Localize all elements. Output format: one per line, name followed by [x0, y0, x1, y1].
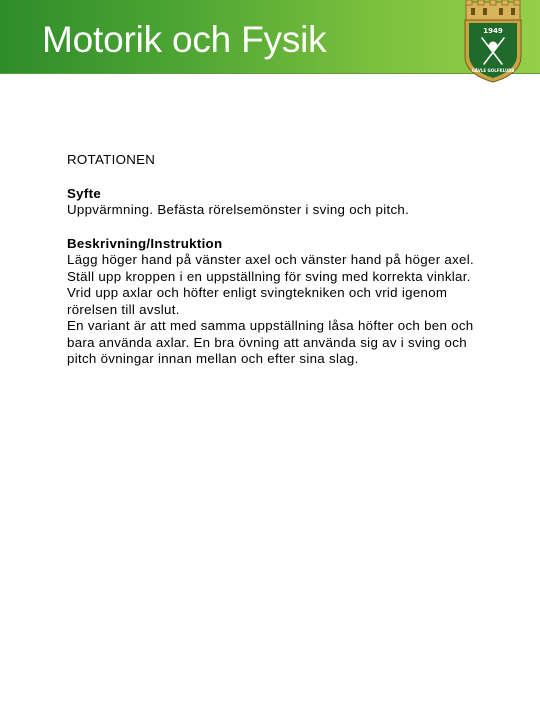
description-line: Vrid upp axlar och höfter enligt svingtekniken och vrid igenom — [67, 285, 448, 300]
purpose-section — [67, 186, 487, 219]
gavle-golfklubb-logo — [460, 0, 526, 84]
purpose-label: Syfte — [67, 185, 102, 201]
description-section — [67, 236, 487, 368]
header-band — [0, 0, 540, 74]
description-line: rörelsen till avslut. — [67, 301, 180, 317]
description-line: Ställ upp kroppen i en uppställning för sving med korrekta vinklar. — [67, 268, 471, 284]
description-line: En variant är att med samma uppställning låsa höfter och ben och — [67, 318, 474, 333]
logo-text: GÄVLE GOLFKLUBB — [471, 68, 515, 73]
description-label: Beskrivning/Instruktion — [67, 235, 223, 251]
description-line: Lägg höger hand på vänster axel och vänster hand på höger axel. — [67, 252, 475, 267]
description-line: bara använda axlar. En bra övning att använda sig av i sving och — [67, 334, 467, 350]
logo-year: 1949 — [483, 27, 503, 35]
golf-ball-icon — [489, 42, 498, 51]
description-line: pitch övningar innan mellan och efter sina slag. — [67, 351, 359, 366]
page-title: Motorik och Fysik — [42, 19, 327, 60]
exercise-content — [67, 152, 487, 368]
exercise-heading: ROTATIONEN — [67, 152, 156, 167]
crown-icon — [466, 0, 520, 20]
purpose-line: Uppvärmning. Befästa rörelsemönster i sving och pitch. — [67, 202, 410, 217]
